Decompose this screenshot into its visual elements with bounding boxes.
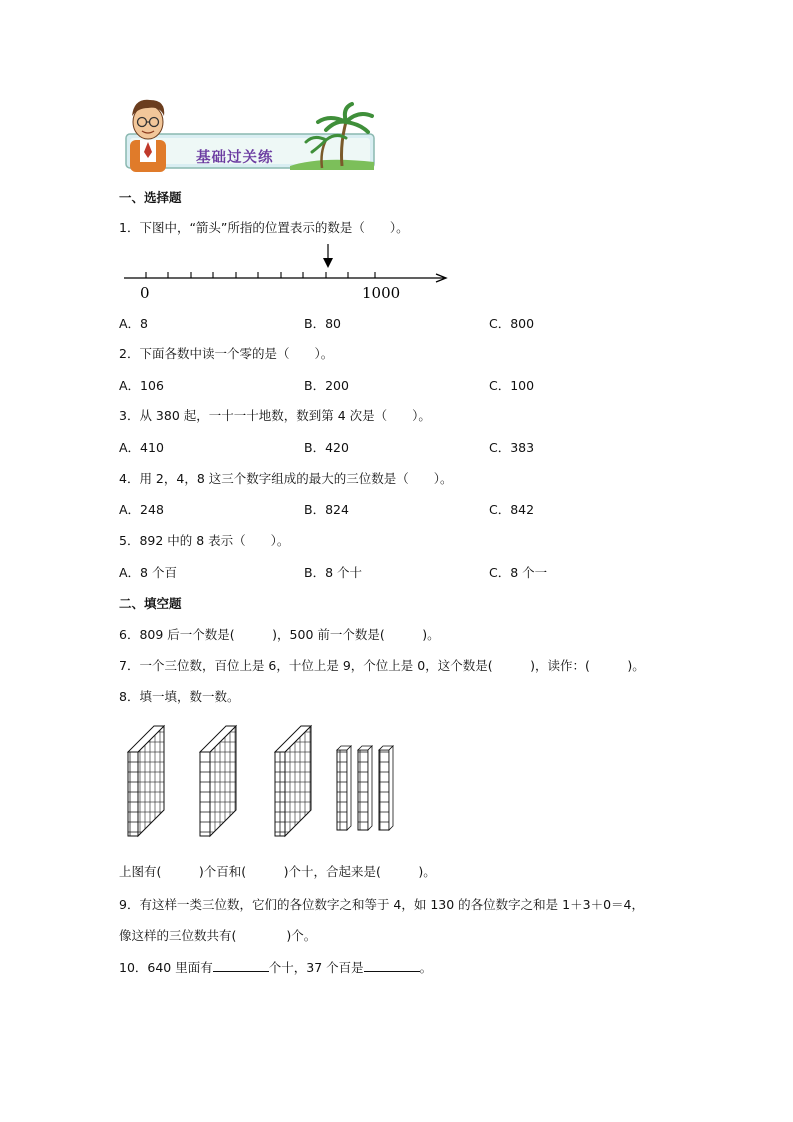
question-7: 7．一个三位数，百位上是 6，十位上是 9，个位上是 0，这个数是( )，读作：( )。 (119, 658, 645, 673)
q5-option-a[interactable]: A．8 个百 (119, 565, 177, 580)
ten-rod (358, 746, 372, 830)
q2-option-c[interactable]: C．100 (489, 378, 535, 393)
hundred-block (200, 726, 236, 836)
ten-rod (379, 746, 393, 830)
question-10 (119, 958, 432, 976)
question-9-line1: 9．有这样一类三位数，它们的各位数字之和等于 4，如 130 的各位数字之和是 1＋3＋0＝4， (119, 897, 644, 912)
q3-option-b[interactable]: B．420 (304, 440, 349, 455)
ten-rod (337, 746, 351, 830)
q1-option-a[interactable]: A．8 (119, 316, 149, 331)
hundred-block (275, 726, 311, 836)
q10-part3: 。 (419, 960, 433, 975)
q10-blank-2[interactable] (364, 959, 420, 972)
q1-option-b[interactable]: B．80 (304, 316, 341, 331)
q3-option-c[interactable]: C．383 (489, 440, 535, 455)
question-4: 4．用 2，4，8 这三个数字组成的最大的三位数是（ ）。 (119, 471, 453, 486)
q10-part2: 个十，37 个百是 (268, 960, 364, 975)
q4-option-c[interactable]: C．842 (489, 502, 535, 517)
q10-blank-1[interactable] (213, 959, 269, 972)
q5-option-b[interactable]: B．8 个十 (304, 565, 363, 580)
question-8-answer: 上图有( )个百和( )个十，合起来是( )。 (119, 864, 436, 879)
q3-option-a[interactable]: A．410 (119, 440, 164, 455)
question-8: 8．填一填，数一数。 (119, 689, 240, 704)
section-heading-fill: 二、填空题 (119, 596, 182, 611)
section-heading-choice: 一、选择题 (119, 190, 182, 205)
question-5: 5．892 中的 8 表示（ ）。 (119, 533, 290, 548)
q10-part1: 10．640 里面有 (119, 960, 213, 975)
q2-option-b[interactable]: B．200 (304, 378, 349, 393)
question-3: 3．从 380 起，一十一十地数，数到第 4 次是（ ）。 (119, 408, 431, 423)
ticks (146, 272, 375, 278)
question-6: 6．809 后一个数是( )，500 前一个数是( )。 (119, 627, 440, 642)
banner-title: 基础过关练 (196, 149, 274, 166)
base-ten-blocks (120, 722, 400, 842)
hundred-block (128, 726, 164, 836)
q5-option-c[interactable]: C．8 个一 (489, 565, 548, 580)
numberline-end-label: 1000 (362, 284, 401, 302)
number-line (118, 240, 458, 304)
question-1: 1．下图中，“箭头”所指的位置表示的数是（ ）。 (119, 220, 409, 235)
q2-option-a[interactable]: A．106 (119, 378, 164, 393)
q4-option-b[interactable]: B．824 (304, 502, 349, 517)
question-9-line2: 像这样的三位数共有( )个。 (119, 928, 317, 943)
q1-option-c[interactable]: C．800 (489, 316, 535, 331)
q4-option-a[interactable]: A．248 (119, 502, 164, 517)
down-arrow-icon (323, 258, 333, 268)
numberline-start-label: 0 (140, 284, 150, 302)
question-2: 2．下面各数中读一个零的是（ ）。 (119, 346, 334, 361)
